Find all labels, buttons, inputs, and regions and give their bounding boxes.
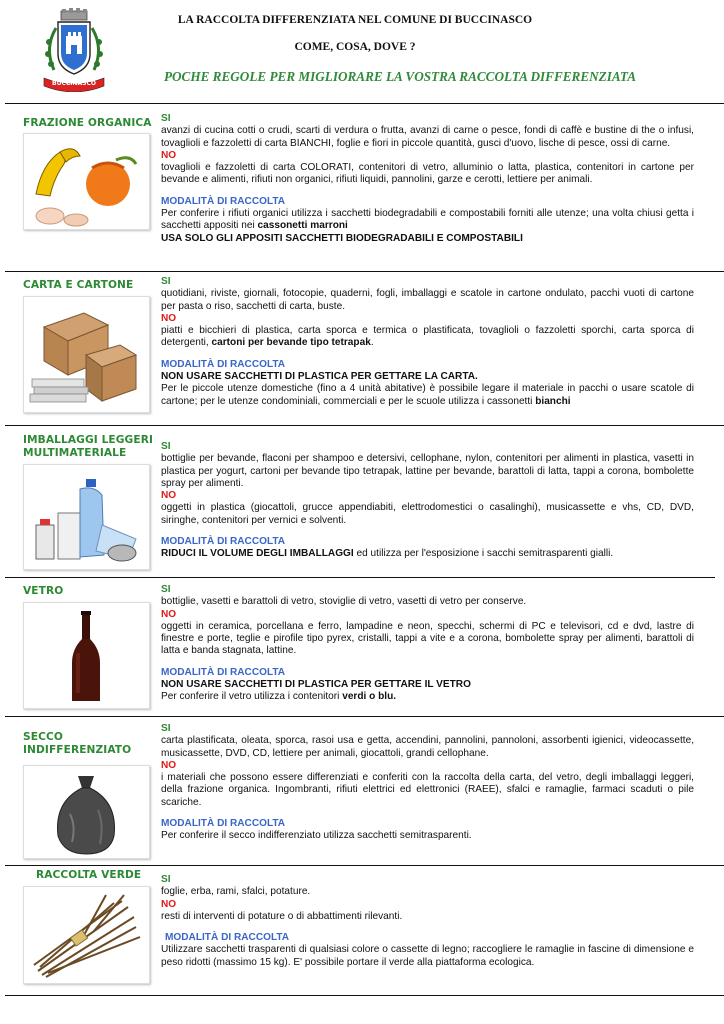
section-text-secco bbox=[161, 723, 694, 843]
packaging-image bbox=[23, 464, 150, 570]
no-text-body: piatti e bicchieri di plastica, carta sporca e termica o plastificata, tovaglioli o fazzoletti sporchi, carta sporca di detergenti, bbox=[161, 325, 694, 349]
modalita-text-body: Per conferire il vetro utilizza i contenitori bbox=[161, 691, 343, 703]
modalita-label: MODALITÀ DI RACCOLTA bbox=[161, 358, 286, 370]
modalita-label: MODALITÀ DI RACCOLTA bbox=[161, 195, 286, 207]
si-label: SI bbox=[161, 723, 171, 734]
si-text: quotidiani, riviste, giornali, fotocopie, quaderni, fogli, imballaggi e scatole in cartone ondulato, pacchi vuoti di cartone per pasta o riso, sacchetti di carta, buste. bbox=[161, 288, 694, 312]
si-label: SI bbox=[161, 113, 171, 124]
section-title-verde: RACCOLTA VERDE bbox=[36, 869, 142, 881]
section-title-line: IMBALLAGGI LEGGERI bbox=[23, 434, 153, 446]
section-title-line: MULTIMATERIALE bbox=[23, 447, 127, 459]
modalita-warning: NON USARE SACCHETTI DI PLASTICA PER GETTARE LA CARTA. bbox=[161, 371, 478, 383]
green-waste-image bbox=[23, 886, 150, 984]
no-text: resti di interventi di potature o di abbattimenti rilevanti. bbox=[161, 910, 403, 922]
glass-bottle-image bbox=[23, 602, 150, 709]
section-text-imballaggi bbox=[161, 441, 694, 561]
divider bbox=[5, 865, 724, 866]
modalita-text: Utilizzare sacchetti trasparenti di qualsiasi colore o cassette di legno; raccogliere le ramaglie in fascine di dimensione e peso ridotti (massimo 15 kg). E' possibile portare il verde alla piattaforma ecologica. bbox=[161, 944, 694, 968]
page-subtitle: POCHE REGOLE PER MIGLIORARE LA VOSTRA RACCOLTA DIFFERENZIATA bbox=[163, 69, 637, 84]
section-text-vetro bbox=[161, 584, 694, 704]
no-text: oggetti in plastica (giocattoli, grucce appendiabiti, elettrodomestici o casalinghi), musicassette e vhs, CD, DVD, siringhe, contenitori per vernici e solventi. bbox=[161, 502, 694, 526]
modalita-text bbox=[161, 383, 694, 408]
page-question: COME, COSA, DOVE ? bbox=[294, 41, 416, 53]
modalita-text-bold: RIDUCI IL VOLUME DEGLI IMBALLAGGI bbox=[161, 548, 354, 560]
paper-cardboard-image bbox=[23, 296, 150, 413]
no-text-end: . bbox=[370, 337, 374, 349]
no-label: NO bbox=[161, 759, 177, 771]
divider bbox=[5, 271, 724, 272]
modalita-text-body: ed utilizza per l'esposizione i sacchi semitrasparenti gialli. bbox=[353, 548, 614, 560]
modalita-rule: USA SOLO GLI APPOSITI SACCHETTI BIODEGRADABILI E COMPOSTABILI bbox=[161, 232, 523, 244]
no-text-bold: cartoni per bevande tipo tetrapak bbox=[211, 337, 371, 349]
divider bbox=[5, 995, 724, 996]
crest-label: BUCCINASCO bbox=[52, 80, 96, 87]
section-text-verde bbox=[161, 874, 694, 969]
section-title-secco bbox=[23, 731, 131, 757]
modalita-text-bold: cassonetti marroni bbox=[257, 220, 348, 232]
modalita-warning: NON USARE SACCHETTI DI PLASTICA PER GETTARE IL VETRO bbox=[161, 679, 471, 691]
modalita-label: MODALITÀ DI RACCOLTA bbox=[165, 932, 290, 944]
garbage-bag-image bbox=[23, 765, 150, 859]
si-text: carta plastificata, oleata, sporca, rasoi usa e getta, accendini, pannolini, pannoloni, assorbenti igienici, videocassette, musicassette, DVD, CD, lettiere per animali, giocattoli, grandi cellophane. bbox=[161, 735, 694, 759]
si-text: avanzi di cucina cotti o crudi, scarti di verdura o frutta, avanzi di carne o pesce, fondi di caffè e bustine di the o infusi, tovaglioli e fazzoletti di carta BIANCHI, foglie e fiori in piccole quantità, gusci d'uovo, lische di pesce, ossi di carne. bbox=[161, 125, 694, 149]
modalita-text-bold: bianchi bbox=[535, 395, 571, 407]
no-label: NO bbox=[161, 898, 177, 910]
divider bbox=[5, 577, 715, 578]
modalita-label: MODALITÀ DI RACCOLTA bbox=[161, 666, 286, 678]
si-label: SI bbox=[161, 441, 171, 452]
divider bbox=[5, 716, 724, 717]
no-text: tovaglioli e fazzoletti di carta COLORATI, contenitori di vetro, alluminio o latta, plastica, contenitori in cartone per bevande e alimenti, rifiuti non organici, rifiuti liquidi, pannolini, garze e cerotti, lettiere per animali. bbox=[161, 162, 694, 186]
section-text-organica bbox=[161, 113, 694, 245]
organic-waste-image bbox=[23, 133, 150, 230]
section-title-line: SECCO bbox=[23, 731, 63, 743]
no-text: oggetti in ceramica, porcellana e ferro, lampadine e neon, specchi, schermi di PC e televisori, cd e dvd, lastre di finestre e porte, teglie e pirofile tipo pyrex, cristalli, tappi a vite e a corona, bombolette spray per alimenti, barattoli di latta e banda stagnata, lattine. bbox=[161, 620, 694, 657]
modalita-text: Per conferire il secco indifferenziato utilizza sacchetti semitrasparenti. bbox=[161, 830, 472, 842]
modalita-label: MODALITÀ DI RACCOLTA bbox=[161, 536, 286, 548]
divider bbox=[5, 103, 724, 104]
si-text: bottiglie, vasetti e barattoli di vetro, stoviglie di vetro, vasetti di vetro per conserve. bbox=[161, 596, 527, 608]
no-label: NO bbox=[161, 149, 177, 161]
no-label: NO bbox=[161, 312, 177, 324]
section-text-carta bbox=[161, 276, 694, 408]
modalita-label: MODALITÀ DI RACCOLTA bbox=[161, 818, 286, 830]
section-title-line: INDIFFERENZIATO bbox=[23, 744, 132, 756]
si-text: foglie, erba, rami, sfalci, potature. bbox=[161, 886, 311, 898]
modalita-text-body: Per conferire i rifiuti organici utilizza i sacchetti biodegradabili e compostabili forniti alle utenze; una volta chiusi getta i sacchetti appositi nei bbox=[161, 208, 694, 232]
no-text bbox=[161, 325, 694, 350]
divider bbox=[5, 425, 724, 426]
section-title-imballaggi bbox=[23, 434, 153, 460]
modalita-text bbox=[161, 208, 694, 233]
section-title-carta: CARTA E CARTONE bbox=[23, 279, 134, 291]
section-title-vetro: VETRO bbox=[23, 585, 64, 597]
si-label: SI bbox=[161, 874, 171, 885]
page-title: LA RACCOLTA DIFFERENZIATA NEL COMUNE DI BUCCINASCO bbox=[177, 14, 533, 26]
si-label: SI bbox=[161, 584, 171, 595]
no-text: i materiali che possono essere differenziati e conferiti con la raccolta della carta, del vetro, degli imballaggi leggeri, della frazione organica. Ingombranti, rifiuti elettrici ed elettronici (RAEE), sfalci e ramaglie, farmaci scaduti o pile scariche. bbox=[161, 772, 694, 808]
si-text: bottiglie per bevande, flaconi per shampoo e detersivi, cellophane, nylon, contenitori per alimenti in plastica, vasetti in plastica per yogurt, cartoni per bevande tipo tetrapak, lattine per bevande, barattoli di latta, tappi a corona, bombolette spray per alimenti. bbox=[161, 453, 694, 489]
modalita-text-body: Per le piccole utenze domestiche (fino a 4 unità abitative) è possibile legare il materiale in pacchi o usare scatole di cartone; per le utenze condominiali, commerciali e per le scuole utilizza i cassonetti bbox=[161, 383, 694, 407]
no-label: NO bbox=[161, 608, 177, 620]
si-label: SI bbox=[161, 276, 171, 287]
modalita-text bbox=[161, 548, 694, 560]
section-title-organica: FRAZIONE ORGANICA bbox=[23, 117, 152, 129]
no-label: NO bbox=[161, 490, 177, 502]
modalita-text-bold: verdi o blu. bbox=[342, 691, 397, 703]
modalita-text bbox=[161, 691, 694, 703]
